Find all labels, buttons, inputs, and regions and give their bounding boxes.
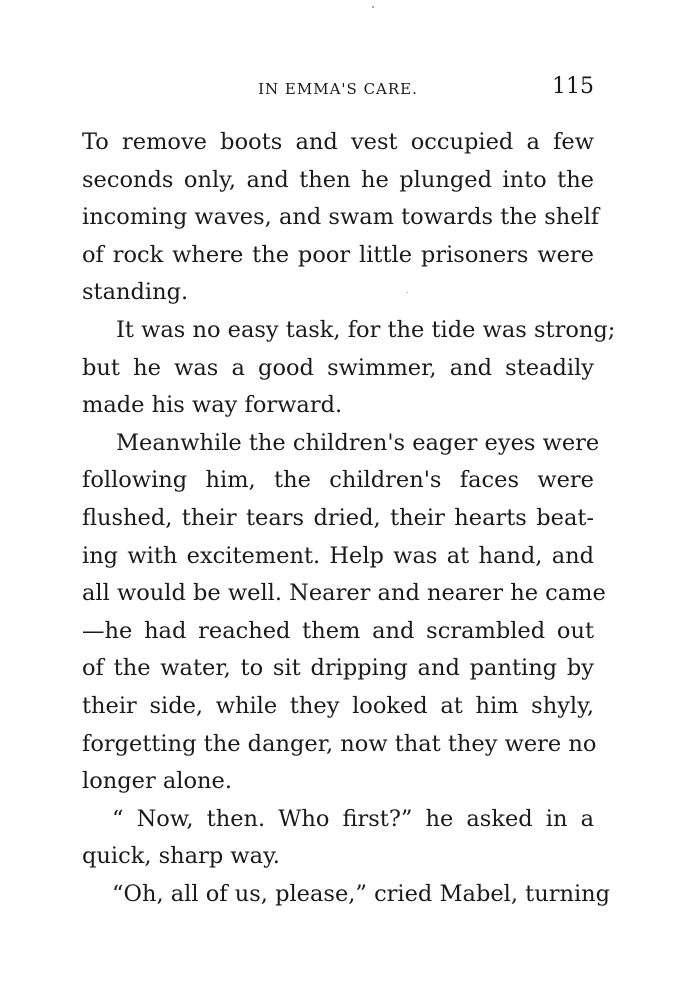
text-line: It was no easy task, for the tide was strong; [116, 316, 616, 343]
text-line: made his way forward. [82, 392, 343, 419]
running-head [82, 74, 594, 104]
text-line: quick, sharp way. [82, 843, 280, 870]
running-title: IN EMMA'S CARE. [258, 80, 418, 98]
text-line: but he was a good swimmer, and steadily [82, 354, 594, 381]
text-line: following him, the children's faces were [82, 467, 594, 494]
paper-speck [372, 6, 374, 8]
text-line: forgetting the danger, now that they were no [82, 730, 597, 757]
text-line: —he had reached them and scrambled out [82, 617, 594, 644]
page-number: 115 [552, 74, 594, 99]
text-line: “Oh, all of us, please,” cried Mabel, turning [112, 880, 611, 907]
text-line: seconds only, and then he plunged into the [82, 166, 594, 193]
text-line: incoming waves, and swam towards the shelf [82, 204, 600, 231]
text-line: ing with excitement. Help was at hand, and [82, 542, 594, 569]
text-line: their side, while they looked at him shyly, [82, 692, 594, 719]
text-line: longer alone. [82, 768, 232, 795]
text-line: “ Now, then. Who first?” he asked in a [112, 805, 594, 832]
text-line: of rock where the poor little prisoners were [82, 241, 594, 268]
text-line: To remove boots and vest occupied a few [82, 129, 594, 155]
text-line: of the water, to sit dripping and panting by [82, 655, 594, 682]
text-line: all would be well. Nearer and nearer he came [82, 580, 606, 607]
body-text [82, 124, 616, 913]
text-line: standing. [82, 279, 189, 306]
paper-speck [407, 292, 408, 293]
text-line: flushed, their tears dried, their hearts beat- [82, 504, 594, 531]
text-line: Meanwhile the children's eager eyes were [116, 429, 600, 456]
